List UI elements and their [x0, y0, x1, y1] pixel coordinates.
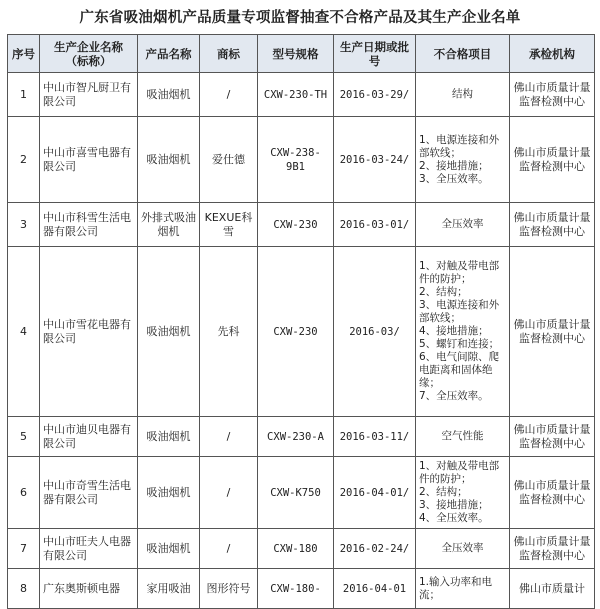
cell-product: 吸油烟机: [138, 417, 200, 457]
cell-company: 中山市喜雪电器有限公司: [40, 117, 138, 203]
cell-model: CXW-180-: [258, 569, 334, 609]
cell-company: 中山市奇雪生活电器有限公司: [40, 457, 138, 529]
cell-brand: KEXUE科雪: [200, 203, 258, 247]
cell-brand: /: [200, 457, 258, 529]
cell-seq: 3: [8, 203, 40, 247]
cell-agency: 佛山市质量计量监督检测中心: [510, 203, 595, 247]
cell-product: 吸油烟机: [138, 117, 200, 203]
cell-company: 中山市雪花电器有限公司: [40, 247, 138, 417]
cell-seq: 1: [8, 73, 40, 117]
cell-items: 1、电源连接和外部软线； 2、接地措施； 3、全压效率。: [416, 117, 510, 203]
cell-agency: 佛山市质量计量监督检测中心: [510, 457, 595, 529]
cell-brand: 先科: [200, 247, 258, 417]
cell-date: 2016-04-01: [334, 569, 416, 609]
header-seq: 序号: [8, 35, 40, 73]
header-brand: 商标: [200, 35, 258, 73]
cell-date: 2016-03-11/: [334, 417, 416, 457]
cell-seq: 5: [8, 417, 40, 457]
results-table: [7, 34, 595, 609]
cell-date: 2016-02-24/: [334, 529, 416, 569]
cell-brand: /: [200, 73, 258, 117]
cell-brand: /: [200, 417, 258, 457]
cell-company: 中山市旺夫人电器有限公司: [40, 529, 138, 569]
cell-company: 广东奥斯顿电器: [40, 569, 138, 609]
cell-product: 家用吸油: [138, 569, 200, 609]
cell-agency: 佛山市质量计量监督检测中心: [510, 417, 595, 457]
cell-date: 2016-03-29/: [334, 73, 416, 117]
cell-date: 2016-03-01/: [334, 203, 416, 247]
cell-agency: 佛山市质量计量监督检测中心: [510, 73, 595, 117]
header-items: 不合格项目: [416, 35, 510, 73]
cell-company: 中山市迪贝电器有限公司: [40, 417, 138, 457]
cell-seq: 4: [8, 247, 40, 417]
cell-agency: 佛山市质量计量监督检测中心: [510, 117, 595, 203]
cell-agency: 佛山市质量计量监督检测中心: [510, 247, 595, 417]
table-row: [8, 73, 595, 117]
cell-seq: 7: [8, 529, 40, 569]
table-row: [8, 247, 595, 417]
header-row: [8, 35, 595, 73]
cell-items: 1、对触及带电部件的防护； 2、结构； 3、电源连接和外部软线； 4、接地措施； 5、螺钉和连接； 6、电气间隙、爬电距离和固体绝缘； 7、全压效率。: [416, 247, 510, 417]
cell-items: 1、对触及带电部件的防护； 2、结构； 3、接地措施； 4、全压效率。: [416, 457, 510, 529]
cell-brand: 图形符号: [200, 569, 258, 609]
cell-date: 2016-04-01/: [334, 457, 416, 529]
cell-agency: 佛山市质量计量监督检测中心: [510, 529, 595, 569]
cell-agency: 佛山市质量计: [510, 569, 595, 609]
cell-items: 全压效率: [416, 529, 510, 569]
cell-brand: 爱仕德: [200, 117, 258, 203]
header-product: 产品名称: [138, 35, 200, 73]
cell-seq: 8: [8, 569, 40, 609]
table-row: [8, 569, 595, 609]
header-model: 型号规格: [258, 35, 334, 73]
cell-model: CXW-230: [258, 247, 334, 417]
table-row: [8, 457, 595, 529]
cell-seq: 2: [8, 117, 40, 203]
cell-date: 2016-03-24/: [334, 117, 416, 203]
cell-model: CXW-230-TH: [258, 73, 334, 117]
cell-model: CXW-K750: [258, 457, 334, 529]
cell-product: 吸油烟机: [138, 73, 200, 117]
cell-date: 2016-03/: [334, 247, 416, 417]
cell-seq: 6: [8, 457, 40, 529]
header-company: 生产企业名称（标称）: [40, 35, 138, 73]
cell-product: 吸油烟机: [138, 457, 200, 529]
cell-items: 1.输入功率和电流；: [416, 569, 510, 609]
cell-items: 全压效率: [416, 203, 510, 247]
table-row: [8, 529, 595, 569]
cell-company: 中山市智凡厨卫有限公司: [40, 73, 138, 117]
cell-product: 外排式吸油烟机: [138, 203, 200, 247]
cell-product: 吸油烟机: [138, 529, 200, 569]
page-title: 广东省吸油烟机产品质量专项监督抽查不合格产品及其生产企业名单: [79, 10, 521, 26]
cell-model: CXW-180: [258, 529, 334, 569]
cell-items: 结构: [416, 73, 510, 117]
cell-product: 吸油烟机: [138, 247, 200, 417]
cell-brand: /: [200, 529, 258, 569]
table-row: [8, 117, 595, 203]
cell-model: CXW-230-A: [258, 417, 334, 457]
table-row: [8, 203, 595, 247]
cell-company: 中山市科雪生活电器有限公司: [40, 203, 138, 247]
header-agency: 承检机构: [510, 35, 595, 73]
table-row: [8, 417, 595, 457]
cell-model: CXW-230: [258, 203, 334, 247]
cell-model: CXW-238-9B1: [258, 117, 334, 203]
header-date: 生产日期或批号: [334, 35, 416, 73]
cell-items: 空气性能: [416, 417, 510, 457]
